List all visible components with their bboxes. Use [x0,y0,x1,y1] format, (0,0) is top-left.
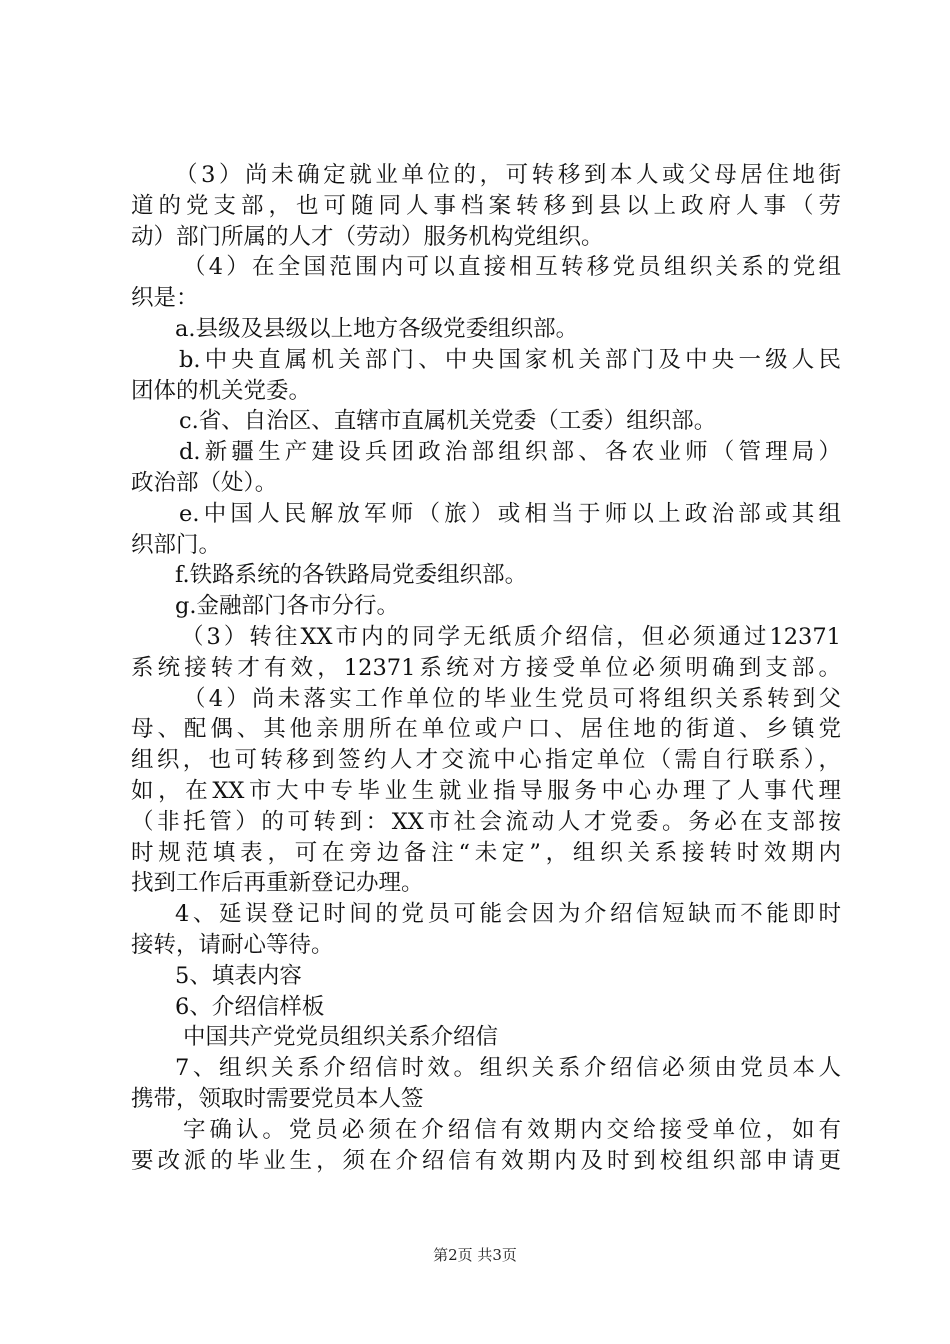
text-line: b.中央直属机关部门、中央国家机关部门及中央一级人民 [179,346,841,373]
text-line: 政治部（处）。 [131,469,278,496]
text-line: 字确认。党员必须在介绍信有效期内交给接受单位，如有 [183,1116,841,1143]
text-line: 4、延误登记时间的党员可能会因为介绍信短缺而不能即时 [175,901,841,928]
page-footer: 第2页 共3页 [433,1246,517,1264]
text-line: 要改派的毕业生，须在介绍信有效期内及时到校组织部申请更 [131,1147,841,1174]
text-line: 时规范填表，可在旁边备注“未定”，组织关系接转时效期内 [131,839,841,866]
text-line: 中国共产党党员组织关系介绍信 [183,1024,499,1051]
text-line: 5、填表内容 [175,962,302,989]
text-line: 道的党支部，也可随同人事档案转移到县以上政府人事（劳 [131,192,841,219]
text-line: d.新疆生产建设兵团政治部组织部、各农业师（管理局） [179,439,841,466]
text-line: （3）转往XX市内的同学无纸质介绍信，但必须通过12371 [181,623,841,650]
text-line: 如，在XX市大中专毕业生就业指导服务中心办理了人事代理 [131,777,841,804]
text-line: 7、组织关系介绍信时效。组织关系介绍信必须由党员本人 [175,1055,841,1082]
text-line: a.县级及县级以上地方各级党委组织部。 [175,315,579,342]
text-line: 织是： [131,285,199,312]
document-body [131,160,841,1176]
text-line: e.中国人民解放军师（旅）或相当于师以上政治部或其组 [179,500,841,527]
text-line: 组织，也可转移到签约人才交流中心指定单位（需自行联系）， [131,747,841,774]
text-line: 系统接转才有效，12371系统对方接受单位必须明确到支部。 [131,654,841,681]
text-line: （非托管）的可转到：XX市社会流动人才党委。务必在支部按 [131,808,841,835]
text-line: 母、配偶、其他亲朋所在单位或户口、居住地的街道、乡镇党 [131,716,841,743]
text-line: （4）在全国范围内可以直接相互转移党员组织关系的党组 [183,254,841,281]
text-line: 接转，请耐心等待。 [131,931,334,958]
text-line: （3）尚未确定就业单位的，可转移到本人或父母居住地街 [175,162,841,188]
text-line: 携带，领取时需要党员本人签 [131,1085,424,1112]
text-line: 动）部门所属的人才（劳动）服务机构党组织。 [131,223,604,250]
text-line: 织部门。 [131,531,222,558]
text-line: g.金融部门各市分行。 [175,593,400,620]
text-line: （4）尚未落实工作单位的毕业生党员可将组织关系转到父 [183,685,841,712]
text-line: 团体的机关党委。 [131,377,312,404]
text-line: 找到工作后再重新登记办理。 [131,870,424,897]
text-line: c.省、自治区、直辖市直属机关党委（工委）组织部。 [179,408,717,435]
text-line: f.铁路系统的各铁路局党委组织部。 [175,562,528,589]
text-line: 6、介绍信样板 [175,993,325,1020]
